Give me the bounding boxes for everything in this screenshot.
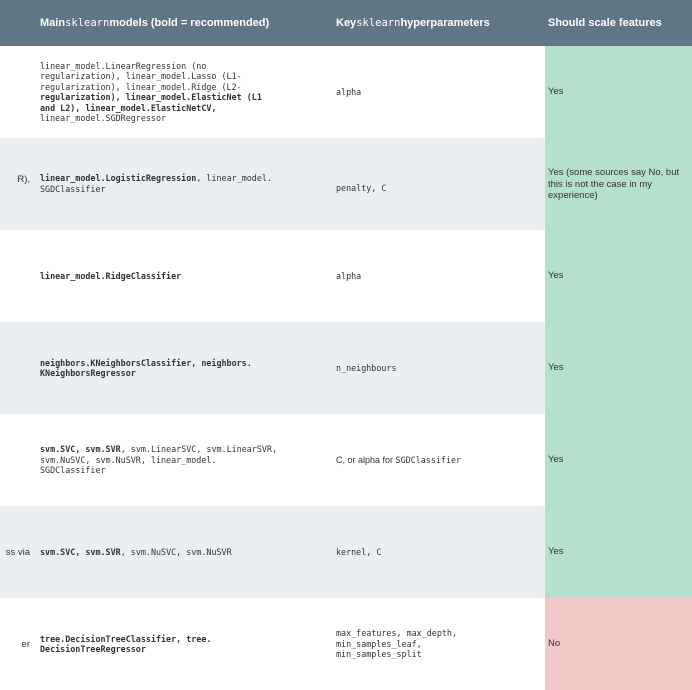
header-models [40,0,332,46]
models-cell [40,506,332,598]
table-row [0,46,692,138]
row-left-fragment: ss via [5,546,30,558]
scale-text: Yes [548,86,564,98]
models-cell [40,414,332,506]
params-cell [336,506,536,598]
table-row [0,506,692,598]
models-cell [40,46,332,138]
params-text: penalty, C [336,183,387,193]
params-cell [336,230,536,322]
header-models-post: models (bold = recommended) [109,17,270,29]
models-bold: linear_model.RidgeClassifier [40,270,182,281]
models-line: SGDClassifier [40,183,106,194]
row-left-fragment [0,414,30,506]
models-line: SGDClassifier [40,465,106,476]
scale-text: Yes [548,270,564,282]
params-line: min_samples_leaf, [336,638,422,649]
header-scale-text: Should scale features [548,17,662,29]
header-params [336,0,536,46]
params-cell [336,46,536,138]
row-left-fragment [0,46,30,138]
params-cell [336,322,536,414]
params-text: kernel, C [336,546,382,557]
params-line: min_samples_split [336,649,422,660]
params-line: max_features, max_depth, [336,628,458,639]
models-cell [40,598,332,690]
models-bold: linear_model.LogisticRegression [40,173,197,183]
models-line: linear_model.SGDRegressor [40,113,167,123]
scale-cell-yes [545,230,692,322]
models-bold: svm.SVC, svm.SVR [40,444,121,455]
header-params-code: sklearn [356,17,401,29]
table-row [0,230,692,322]
models-cell [40,322,332,414]
models-line: regularization), linear_model.Lasso (L1- [40,71,242,81]
params-cell [336,598,536,690]
params-code: SGDClassifier [395,454,462,465]
table-row [0,414,692,506]
row-left-fragment [0,322,30,414]
header-models-pre: Main [40,17,66,29]
table-row [0,322,692,414]
header-params-post: hyperparameters [400,17,490,29]
header-models-code: sklearn [65,17,110,29]
models-line-bold: KNeighborsRegressor [40,368,136,378]
models-line-bold: regularization), linear_model.ElasticNet (L1 [40,92,262,102]
row-left-fragment: R), [17,174,30,185]
scale-cell-yes [545,46,692,138]
row-left-fragment: er [21,638,30,650]
models-line-bold: tree.DecisionTreeClassifier, tree. [40,633,212,644]
scale-text: No [548,638,561,650]
scale-cell-no [545,598,692,690]
models-line: linear_model.LinearRegression (no [40,60,207,71]
models-cell [40,138,332,230]
models-rest: , linear_model. [196,173,272,183]
header-scale [548,0,692,46]
scale-cell-yes [545,414,692,506]
params-text: n_neighbours [336,362,397,373]
models-line-bold: neighbors.KNeighborsClassifier, neighbors. [40,357,252,368]
params-text: alpha [336,270,362,281]
params-cell [336,414,536,506]
scale-text: Yes [548,362,564,374]
models-line: svm.NuSVC, svm.NuSVR, linear_model. [40,454,217,465]
scale-text: Yes [548,454,564,466]
models-line-bold: DecisionTreeRegressor [40,644,146,654]
header-params-pre: Key [336,17,357,29]
models-rest: , svm.NuSVC, svm.NuSVR [120,546,232,557]
table-row [0,598,692,690]
params-text: C, or alpha for [336,454,396,465]
params-text: alpha [336,86,362,97]
models-rest: , svm.LinearSVC, svm.LinearSVR, [120,444,277,455]
scale-text: Yes [548,546,564,558]
table-row [0,138,692,230]
models-line: regularization), linear_model.Ridge (L2- [40,81,242,92]
models-bold: svm.SVC, svm.SVR [40,546,121,557]
models-cell [40,230,332,322]
scale-text: Yes (some sources say No, but this is not the case in my experience) [548,167,680,201]
params-cell [336,138,536,230]
scale-cell-yes [545,138,692,230]
scale-cell-yes [545,506,692,598]
table-header [0,0,692,46]
models-line-bold: and L2), linear_model.ElasticNetCV, [40,102,217,113]
scale-cell-yes [545,322,692,414]
row-left-fragment [0,230,30,322]
